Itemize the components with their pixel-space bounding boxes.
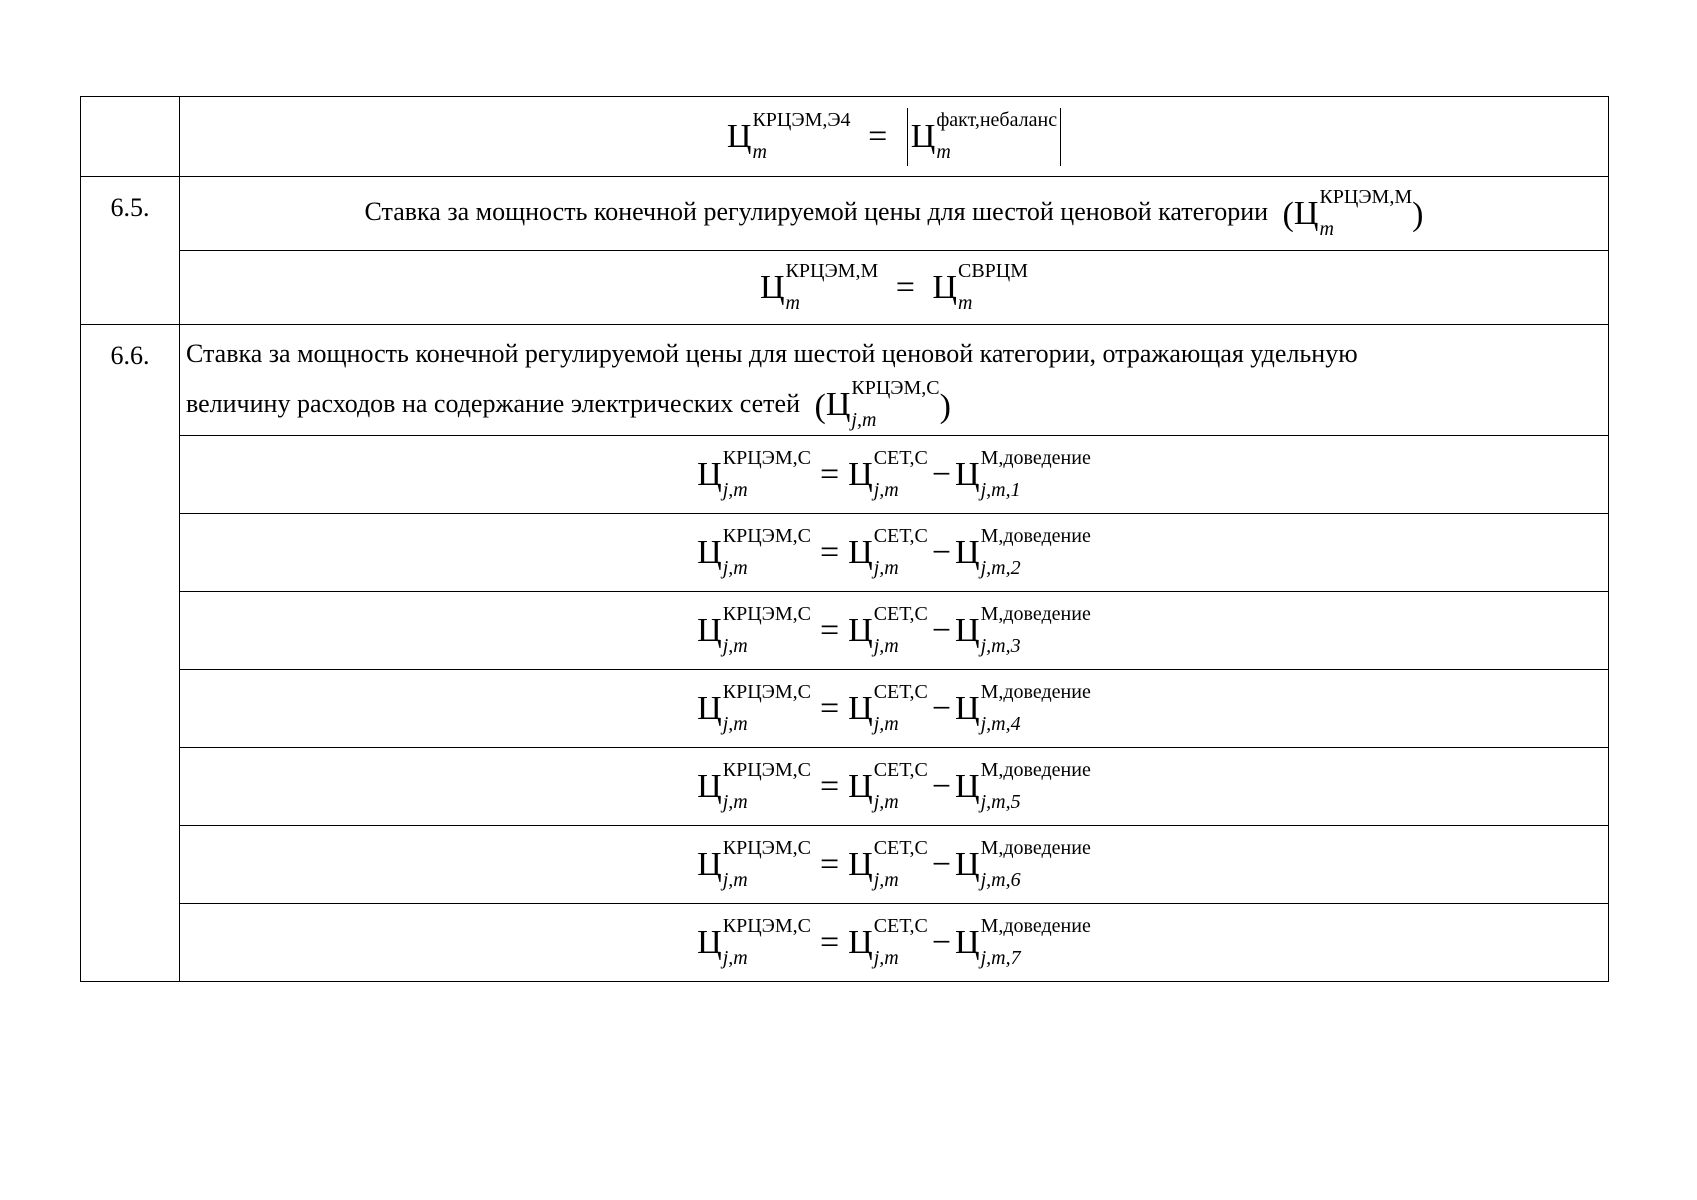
superscript: КРЦЭМ,C (722, 602, 811, 625)
formula-6-6 (697, 602, 1091, 657)
section-6-6-title (180, 325, 1609, 436)
equals-sign: = (819, 845, 840, 883)
price-symbol: Ц (848, 923, 873, 961)
price-symbol: Ц (825, 386, 851, 424)
minus-sign: − (931, 923, 952, 961)
section-6-6-title-line1: Ставка за мощность конечной регулируемой цены для шестой ценовой категории, отражающая удельную (186, 339, 1358, 368)
symbol-indices (722, 602, 811, 657)
formula-cell-6-6 (180, 592, 1609, 670)
symbol-indices (957, 259, 1029, 314)
price-symbol: Ц (1293, 194, 1319, 232)
subscript: j,m (873, 634, 899, 657)
symbol-indices (851, 377, 940, 432)
superscript: КРЦЭМ,C (722, 914, 811, 937)
superscript: СЕТ,C (873, 836, 928, 859)
superscript: М,доведение (980, 602, 1091, 625)
symbol-indices (722, 680, 811, 735)
symbol-indices (936, 108, 1058, 163)
subscript: j,m (873, 868, 899, 891)
superscript: СВРЦМ (957, 259, 1029, 282)
subscript: j,m,4 (980, 712, 1021, 735)
price-symbol: Ц (848, 689, 873, 727)
formula-6-6 (697, 914, 1091, 969)
price-symbol: Ц (726, 117, 752, 155)
symbol-indices (873, 524, 928, 579)
equals-sign: = (868, 117, 888, 155)
section-6-6-formula-row (81, 670, 1609, 748)
close-paren: ) (1412, 196, 1424, 234)
superscript: М,доведение (980, 446, 1091, 469)
minus-sign: − (931, 533, 952, 571)
formula-e4 (727, 108, 1061, 166)
formula-6-6 (697, 836, 1091, 891)
symbol-indices (873, 758, 928, 813)
section-6-6-formula-row (81, 826, 1609, 904)
symbol-indices (873, 914, 928, 969)
subscript: j,m,2 (980, 556, 1021, 579)
price-symbol: Ц (697, 455, 722, 493)
superscript: КРЦЭМ,C (722, 524, 811, 547)
subscript: j,m (722, 790, 748, 813)
formula-cell-6-6 (180, 748, 1609, 826)
superscript: КРЦЭМ,М (785, 259, 879, 282)
formula-cell-6-6 (180, 826, 1609, 904)
superscript: СЕТ,C (873, 680, 928, 703)
absolute-value (907, 108, 1061, 166)
price-symbol: Ц (955, 689, 980, 727)
subscript: j,m,7 (980, 946, 1021, 969)
subscript: j,m (722, 634, 748, 657)
title-symbol-6-5 (1282, 185, 1424, 240)
subscript: m (957, 291, 973, 314)
subscript: m (752, 140, 767, 163)
superscript: КРЦЭМ,C (722, 758, 811, 781)
subscript: j,m (873, 712, 899, 735)
symbol-indices (980, 914, 1091, 969)
section-6-6-formula-row (81, 436, 1609, 514)
section-6-6-formula-row (81, 592, 1609, 670)
subscript: j,m (722, 868, 748, 891)
superscript: СЕТ,C (873, 758, 928, 781)
subscript: m (936, 140, 951, 163)
price-symbol: Ц (848, 845, 873, 883)
symbol-indices (722, 914, 811, 969)
symbol-indices (980, 680, 1091, 735)
equals-sign: = (819, 455, 840, 493)
subscript: j,m,1 (980, 478, 1021, 501)
symbol-indices (722, 446, 811, 501)
symbol-indices (722, 758, 811, 813)
section-6-6-formula-row (81, 514, 1609, 592)
price-symbol: Ц (932, 268, 957, 306)
formula-cell-6-5 (180, 251, 1609, 325)
price-symbol: Ц (955, 611, 980, 649)
price-symbol: Ц (697, 923, 722, 961)
subscript: j,m (722, 712, 748, 735)
formula-row-e4 (81, 97, 1609, 177)
subscript: j,m (722, 946, 748, 969)
price-symbol: Ц (697, 845, 722, 883)
formula-cell-6-6 (180, 436, 1609, 514)
symbol-indices (752, 108, 851, 163)
section-6-6-title-row (81, 325, 1609, 436)
symbol-indices (980, 836, 1091, 891)
formula-cell-e4 (180, 97, 1609, 177)
formula-6-6 (697, 758, 1091, 813)
minus-sign: − (931, 455, 952, 493)
minus-sign: − (931, 611, 952, 649)
section-6-5-title (180, 177, 1609, 251)
superscript: КРЦЭМ,C (851, 377, 940, 400)
superscript: М,доведение (980, 758, 1091, 781)
equals-sign: = (819, 767, 840, 805)
section-6-5-title-text: Ставка за мощность конечной регулируемой цены для шестой ценовой категории (364, 196, 1269, 226)
price-symbol: Ц (955, 767, 980, 805)
section-6-6-title-line2-wrap (186, 379, 1602, 432)
minus-sign: − (931, 767, 952, 805)
minus-sign: − (931, 689, 952, 727)
superscript: М,доведение (980, 524, 1091, 547)
empty-number-cell (81, 97, 180, 177)
price-symbol: Ц (910, 117, 936, 155)
equals-sign: = (895, 268, 915, 306)
price-symbol: Ц (848, 533, 873, 571)
superscript: СЕТ,C (873, 602, 928, 625)
price-symbol: Ц (697, 689, 722, 727)
equals-sign: = (819, 611, 840, 649)
subscript: j,m,3 (980, 634, 1021, 657)
price-symbol: Ц (955, 455, 980, 493)
symbol-indices (980, 602, 1091, 657)
formula-6-6 (697, 680, 1091, 735)
formula-6-6 (697, 524, 1091, 579)
symbol-indices (873, 836, 928, 891)
superscript: факт,небаланс (936, 108, 1058, 131)
symbol-indices (873, 446, 928, 501)
subscript: j,m (722, 556, 748, 579)
price-symbol: Ц (697, 611, 722, 649)
symbol-indices (785, 259, 879, 314)
price-symbol: Ц (848, 767, 873, 805)
superscript: КРЦЭМ,М (1319, 185, 1413, 208)
equals-sign: = (819, 533, 840, 571)
subscript: m (1319, 217, 1334, 240)
price-symbol: Ц (697, 533, 722, 571)
section-number-6-6: 6.6. (81, 325, 180, 982)
equals-sign: = (819, 923, 840, 961)
subscript: j,m,5 (980, 790, 1021, 813)
symbol-indices (722, 524, 811, 579)
symbol-indices (980, 446, 1091, 501)
price-symbol: Ц (759, 268, 785, 306)
subscript: m (785, 291, 800, 314)
formula-cell-6-6 (180, 514, 1609, 592)
section-6-6-title-line2: величину расходов на содержание электрических сетей (186, 389, 800, 418)
price-symbol: Ц (955, 533, 980, 571)
superscript: М,доведение (980, 836, 1091, 859)
open-paren: ( (1282, 196, 1294, 234)
superscript: КРЦЭМ,C (722, 446, 811, 469)
section-6-6-formula-row (81, 904, 1609, 982)
tariff-formula-table (80, 96, 1609, 982)
price-symbol: Ц (955, 845, 980, 883)
close-paren: ) (939, 388, 951, 426)
subscript: j,m (873, 946, 899, 969)
subscript: j,m (873, 790, 899, 813)
subscript: j,m,6 (980, 868, 1021, 891)
price-symbol: Ц (848, 611, 873, 649)
subscript: j,m (851, 409, 877, 432)
title-symbol-6-6 (814, 377, 951, 432)
subscript: j,m (873, 478, 899, 501)
superscript: М,доведение (980, 680, 1091, 703)
section-number-6-5: 6.5. (81, 177, 180, 325)
subscript: j,m (873, 556, 899, 579)
superscript: СЕТ,C (873, 914, 928, 937)
equals-sign: = (819, 689, 840, 727)
symbol-indices (980, 524, 1091, 579)
symbol-indices (722, 836, 811, 891)
superscript: М,доведение (980, 914, 1091, 937)
formula-6-6 (697, 446, 1091, 501)
superscript: СЕТ,C (873, 446, 928, 469)
superscript: СЕТ,C (873, 524, 928, 547)
price-symbol: Ц (955, 923, 980, 961)
section-6-5-formula-row (81, 251, 1609, 325)
symbol-indices (873, 602, 928, 657)
section-6-5-title-row (81, 177, 1609, 251)
superscript: КРЦЭМ,C (722, 836, 811, 859)
symbol-indices (980, 758, 1091, 813)
symbol-indices (1319, 185, 1413, 240)
superscript: КРЦЭМ,C (722, 680, 811, 703)
formula-6-5 (759, 259, 1029, 314)
price-symbol: Ц (697, 767, 722, 805)
open-paren: ( (814, 388, 826, 426)
subscript: j,m (722, 478, 748, 501)
formula-cell-6-6 (180, 670, 1609, 748)
formula-cell-6-6 (180, 904, 1609, 982)
minus-sign: − (931, 845, 952, 883)
price-symbol: Ц (848, 455, 873, 493)
superscript: КРЦЭМ,Э4 (752, 108, 851, 131)
symbol-indices (873, 680, 928, 735)
section-6-6-formula-row (81, 748, 1609, 826)
